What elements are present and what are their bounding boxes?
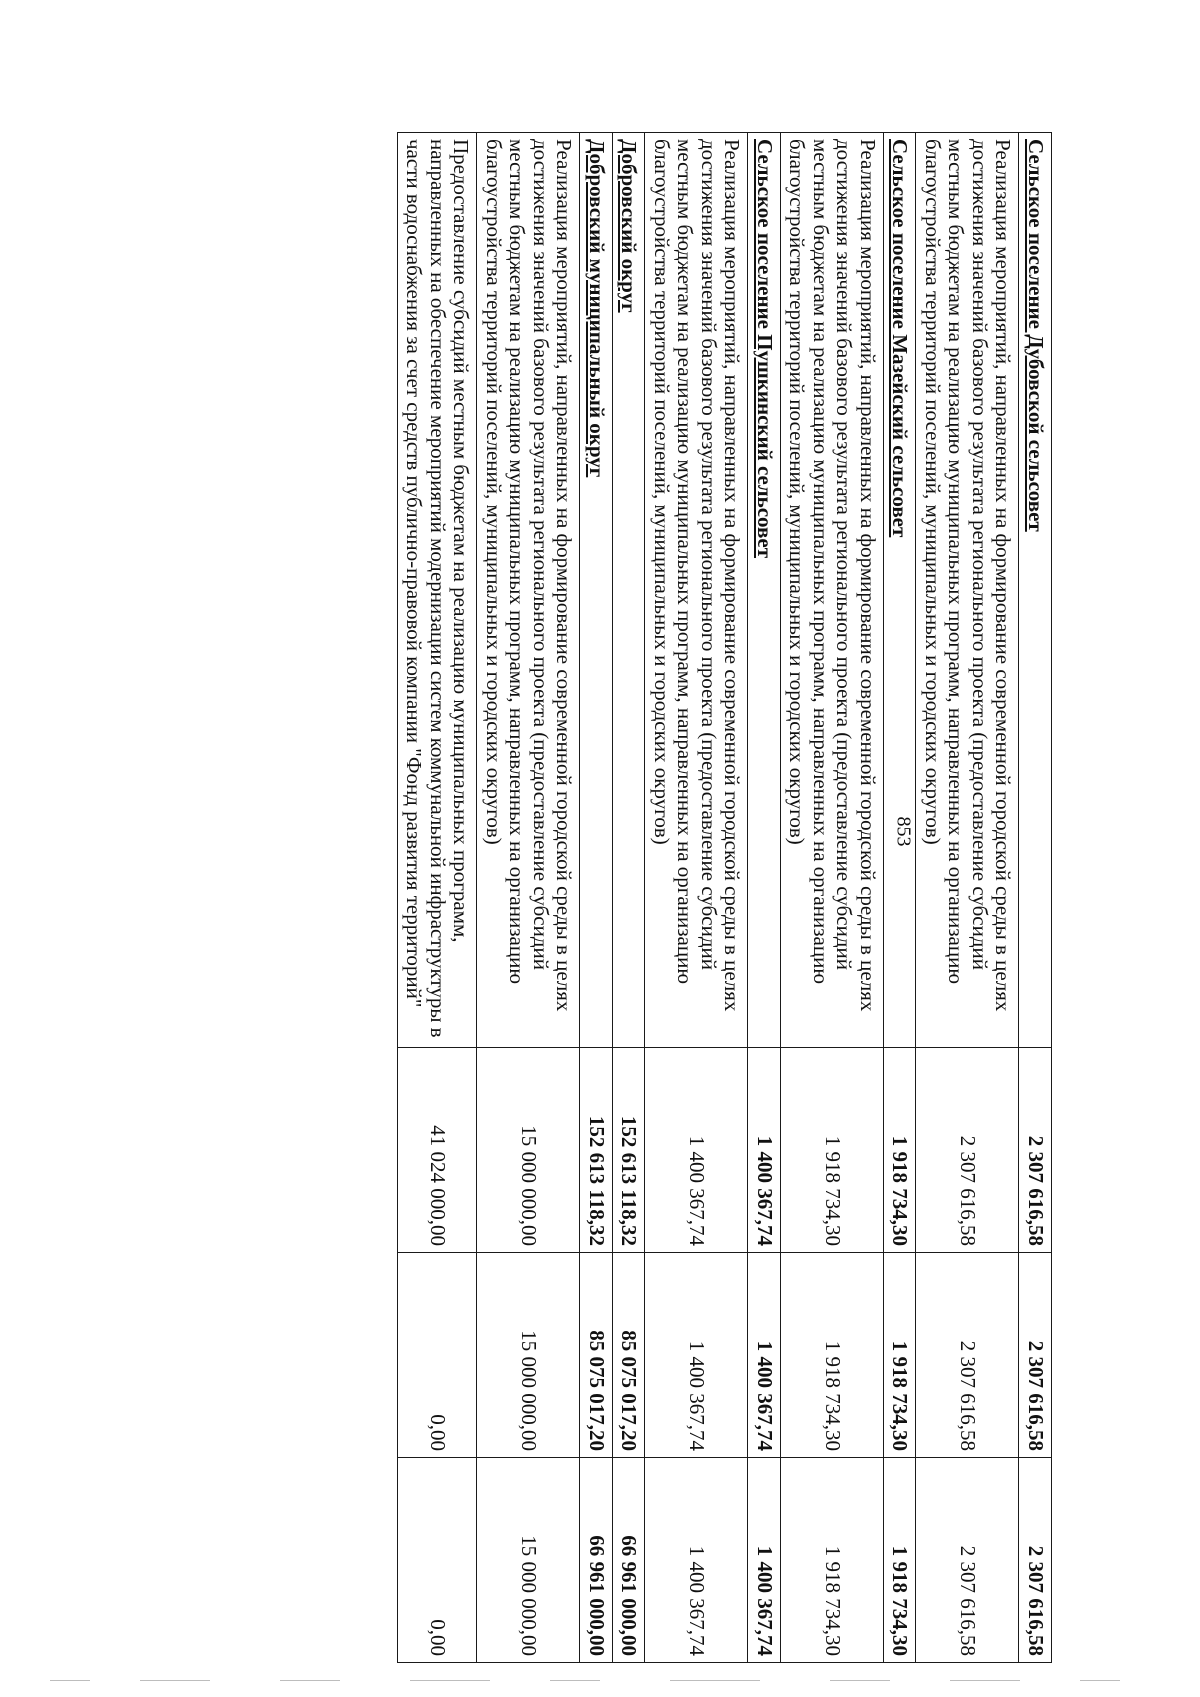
row-value-3-cell: 66 961 000,00 [580,1458,613,1663]
row-value-3-cell: 2 307 616,58 [1019,1458,1052,1663]
row-name-cell: Реализация мероприятий, направленных на формирование современной городской среды в целях достижения значений базового результата регионального проекта (предоставление субсидий местным бюджетам на реализацию муниципальных программ, направленных на организацию благоустройства территорий поселений, муниципальных и городских округов) [916,133,1019,1048]
row-name-cell: Предоставление субсидий местным бюджетам на реализацию муниципальных программ, направленных на обеспечение мероприятий модернизации систем коммунальной инфраструктуры в части водоснабжения за счет средств публично-правовой компании "Фонд развития территорий" [397,133,477,1048]
row-value-1-cell: 2 307 616,58 [916,1048,1019,1253]
row-value-2-cell: 85 075 017,20 [612,1253,645,1458]
row-name-cell: Добровский округ [612,133,645,1048]
row-value-2-cell: 1 400 367,74 [645,1253,748,1458]
row-name-cell: Сельское поселение Дубовской сельсовет [1019,133,1052,1048]
page-number: 853 [892,816,915,847]
table-row [477,133,580,1663]
row-value-2-cell: 1 400 367,74 [748,1253,781,1458]
row-value-3-cell: 15 000 000,00 [477,1458,580,1663]
table-row [916,133,1019,1663]
row-value-1-cell: 152 613 118,32 [612,1048,645,1253]
row-value-1-cell: 41 024 000,00 [397,1048,477,1253]
row-value-3-cell: 1 400 367,74 [748,1458,781,1663]
budget-table [397,132,1052,1663]
row-value-3-cell: 1 918 734,30 [883,1458,916,1663]
row-value-3-cell: 1 918 734,30 [780,1458,883,1663]
table-row [397,133,477,1663]
row-name-cell: Сельское поселение Мазейский сельсовет [883,133,916,1048]
table-row-heading [580,133,613,1663]
row-name-cell: Добровский муниципальный округ [580,133,613,1048]
row-name-cell: Реализация мероприятий, направленных на формирование современной городской среды в целях достижения значений базового результата регионального проекта (предоставление субсидий местным бюджетам на реализацию муниципальных программ, направленных на организацию благоустройства территорий поселений, муниципальных и городских округов) [477,133,580,1048]
row-value-3-cell: 66 961 000,00 [612,1458,645,1663]
table-row-heading [748,133,781,1663]
row-value-1-cell: 1 400 367,74 [645,1048,748,1253]
row-value-2-cell: 15 000 000,00 [477,1253,580,1458]
row-value-3-cell: 1 400 367,74 [645,1458,748,1663]
row-value-2-cell: 1 918 734,30 [883,1253,916,1458]
scan-edge-marks [50,1680,1150,1682]
table-row [780,133,883,1663]
row-value-1-cell: 152 613 118,32 [580,1048,613,1253]
row-value-2-cell: 2 307 616,58 [916,1253,1019,1458]
row-value-2-cell: 85 075 017,20 [580,1253,613,1458]
table-row [645,133,748,1663]
table-row-heading [612,133,645,1663]
row-value-1-cell: 1 400 367,74 [748,1048,781,1253]
row-value-2-cell: 0,00 [397,1253,477,1458]
row-value-1-cell: 15 000 000,00 [477,1048,580,1253]
budget-table-container [112,132,1052,1662]
row-value-1-cell: 1 918 734,30 [883,1048,916,1253]
row-value-3-cell: 2 307 616,58 [916,1458,1019,1663]
row-name-cell: Сельское поселение Пушкинский сельсовет [748,133,781,1048]
row-value-1-cell: 2 307 616,58 [1019,1048,1052,1253]
row-value-2-cell: 1 918 734,30 [780,1253,883,1458]
row-value-3-cell: 0,00 [397,1458,477,1663]
table-row-heading [883,133,916,1663]
row-value-2-cell: 2 307 616,58 [1019,1253,1052,1458]
row-name-cell: Реализация мероприятий, направленных на формирование современной городской среды в целях достижения значений базового результата регионального проекта (предоставление субсидий местным бюджетам на реализацию муниципальных программ, направленных на организацию благоустройства территорий поселений, муниципальных и городских округов) [780,133,883,1048]
budget-table-body [397,133,1051,1663]
table-row-heading [1019,133,1052,1663]
row-value-1-cell: 1 918 734,30 [780,1048,883,1253]
row-name-cell: Реализация мероприятий, направленных на формирование современной городской среды в целях достижения значений базового результата регионального проекта (предоставление субсидий местным бюджетам на реализацию муниципальных программ, направленных на организацию благоустройства территорий поселений, муниципальных и городских округов) [645,133,748,1048]
